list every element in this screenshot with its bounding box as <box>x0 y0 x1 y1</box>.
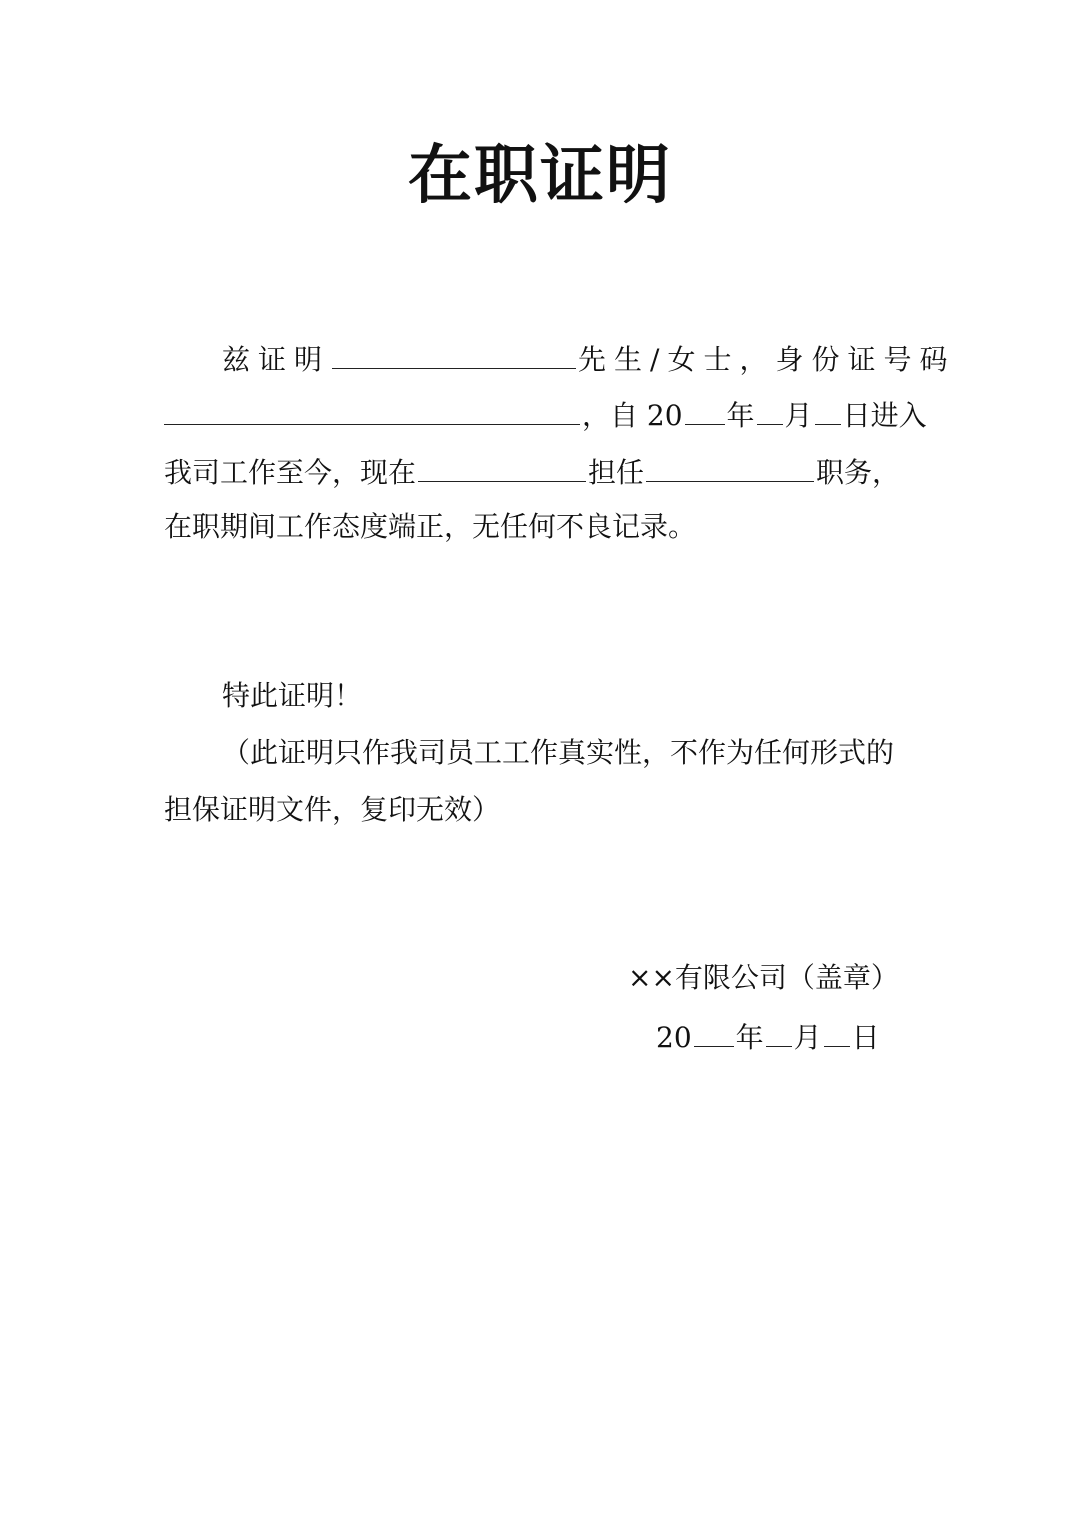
sign-day-label: 日 <box>851 1021 880 1054</box>
body-line-3 <box>164 451 900 493</box>
special-certify-text: 特此证明！ <box>222 679 363 712</box>
work-till-now-text: 我司工作至今，现在 <box>164 456 417 489</box>
sign-year-label: 年 <box>735 1021 764 1054</box>
body-line-1 <box>222 338 955 380</box>
start-month-blank[interactable] <box>757 394 783 425</box>
month-label: 月 <box>784 399 813 432</box>
disclaimer-line-2: 担保证明文件，复印无效） <box>164 793 501 826</box>
position-suffix-text: 职务， <box>816 456 901 489</box>
day-enter-label: 日进入 <box>842 399 927 432</box>
disclaimer-line-1: （此证明只作我司员工工作真实性，不作为任何形式的 <box>222 736 895 769</box>
start-day-blank[interactable] <box>815 394 841 425</box>
id-number-blank[interactable] <box>164 394 580 425</box>
sign-year-blank[interactable] <box>694 1016 734 1047</box>
year-label: 年 <box>726 399 755 432</box>
title-idcard-text: 先生/女士，身份证号码 <box>578 343 956 376</box>
serve-as-text: 担任 <box>588 456 645 489</box>
page-title: 在职证明 <box>408 138 672 213</box>
certify-lead-text: 兹证明 <box>222 343 331 376</box>
body-line-2 <box>164 394 927 436</box>
start-year-blank[interactable] <box>685 394 725 425</box>
from-year-prefix: ，自 20 <box>582 399 683 432</box>
sign-day-blank[interactable] <box>824 1016 850 1047</box>
company-seal-text: ××有限公司（盖章） <box>628 961 899 994</box>
sign-month-blank[interactable] <box>766 1016 792 1047</box>
name-blank[interactable] <box>332 338 576 369</box>
position-blank[interactable] <box>646 451 814 482</box>
department-blank[interactable] <box>418 451 586 482</box>
body-line-4: 在职期间工作态度端正，无任何不良记录。 <box>164 510 697 543</box>
signature-date <box>656 1016 880 1058</box>
sign-month-label: 月 <box>793 1021 822 1054</box>
date-prefix: 20 <box>656 1021 692 1054</box>
